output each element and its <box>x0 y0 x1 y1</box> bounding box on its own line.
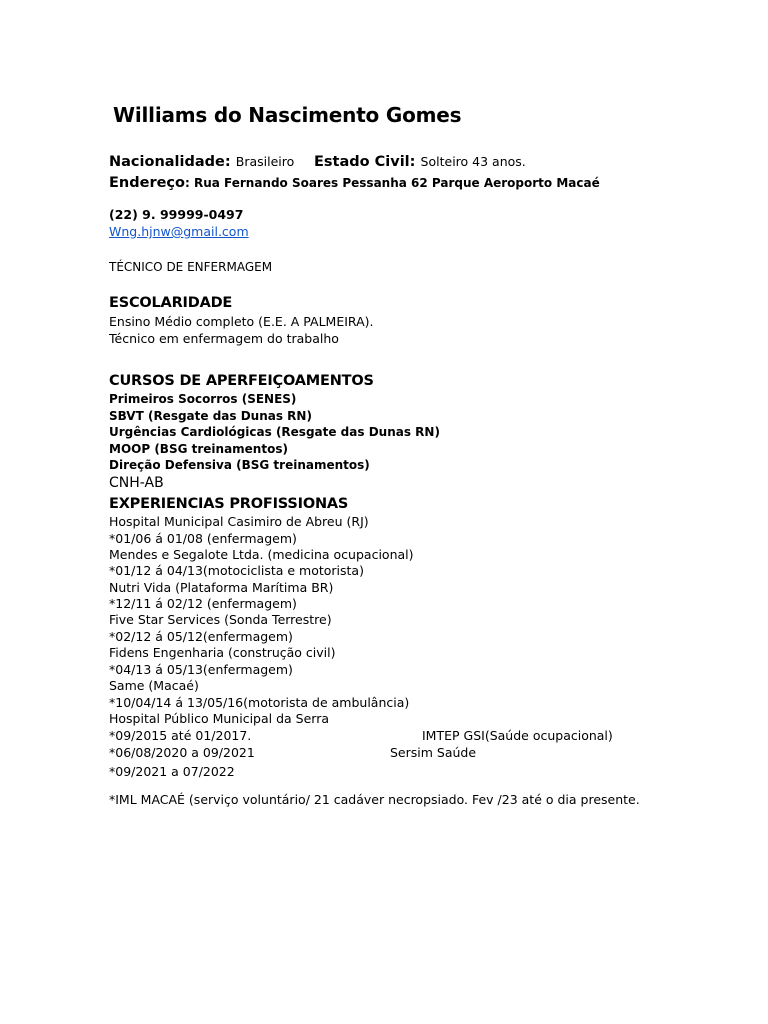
education-item: Técnico em enfermagem do trabalho <box>109 331 339 346</box>
experience-line: Fidens Engenharia (construção civil) <box>109 645 336 660</box>
address-label: Endereço <box>109 175 185 191</box>
experience-line: *01/12 á 04/13(motociclista e motorista) <box>109 563 364 578</box>
course-item: MOOP (BSG treinamentos) <box>109 442 288 456</box>
experience-iml: *IML MACAÉ (serviço voluntário/ 21 cadáver necropsiado. Fev /23 até o dia presente. <box>109 792 640 807</box>
civil-status-value: Solteiro 43 anos. <box>420 154 526 169</box>
course-item: Direção Defensiva (BSG treinamentos) <box>109 458 370 472</box>
course-item: Urgências Cardiológicas (Resgate das Dunas RN) <box>109 425 440 439</box>
experience-line: *12/11 á 02/12 (enfermagem) <box>109 596 297 611</box>
experience-line: *09/2021 a 07/2022 <box>109 764 235 779</box>
education-item: Ensino Médio completo (E.E. A PALMEIRA). <box>109 314 374 329</box>
nationality-label: Nacionalidade: <box>109 154 231 170</box>
course-item: SBVT (Resgate das Dunas RN) <box>109 409 312 423</box>
email-link[interactable]: Wng.hjnw@gmail.com <box>109 224 249 239</box>
experience-line: *02/12 á 05/12(enfermagem) <box>109 629 293 644</box>
experience-line: *09/2015 até 01/2017. <box>109 728 252 743</box>
experience-line: Same (Macaé) <box>109 678 199 693</box>
experience-line: *04/13 á 05/13(enfermagem) <box>109 662 293 677</box>
civil-status-row <box>314 151 526 170</box>
experience-heading: EXPERIENCIAS PROFISSIONAS <box>109 496 349 512</box>
civil-status-label: Estado Civil: <box>314 154 416 170</box>
experience-line: Hospital Municipal Casimiro de Abreu (RJ) <box>109 514 369 529</box>
courses-heading: CURSOS DE APERFEIÇOAMENTOS <box>109 373 374 389</box>
profession: TÉCNICO DE ENFERMAGEM <box>109 260 273 274</box>
address-value: : Rua Fernando Soares Pessanha 62 Parque Aeroporto Macaé <box>184 176 600 190</box>
nationality-row <box>109 151 294 170</box>
experience-line: Hospital Público Municipal da Serra <box>109 711 329 726</box>
driver-license: CNH-AB <box>109 475 164 491</box>
nationality-value: Brasileiro <box>235 154 295 169</box>
experience-line: *06/08/2020 a 09/2021 <box>109 745 255 760</box>
experience-line: *10/04/14 á 13/05/16(motorista de ambulância) <box>109 695 410 710</box>
course-item: Primeiros Socorros (SENES) <box>109 392 297 406</box>
experience-imtep: IMTEP GSI(Saúde ocupacional) <box>422 728 613 743</box>
education-heading: ESCOLARIDADE <box>109 295 233 311</box>
phone: (22) 9. 99999-0497 <box>109 207 244 222</box>
experience-line: Five Star Services (Sonda Terrestre) <box>109 612 332 627</box>
candidate-name: Williams do Nascimento Gomes <box>113 103 462 127</box>
address-row <box>109 172 600 191</box>
experience-sersim: Sersim Saúde <box>390 745 477 760</box>
experience-line: Nutri Vida (Plataforma Marítima BR) <box>109 580 334 595</box>
experience-line: Mendes e Segalote Ltda. (medicina ocupacional) <box>109 547 414 562</box>
experience-line: *01/06 á 01/08 (enfermagem) <box>109 531 297 546</box>
